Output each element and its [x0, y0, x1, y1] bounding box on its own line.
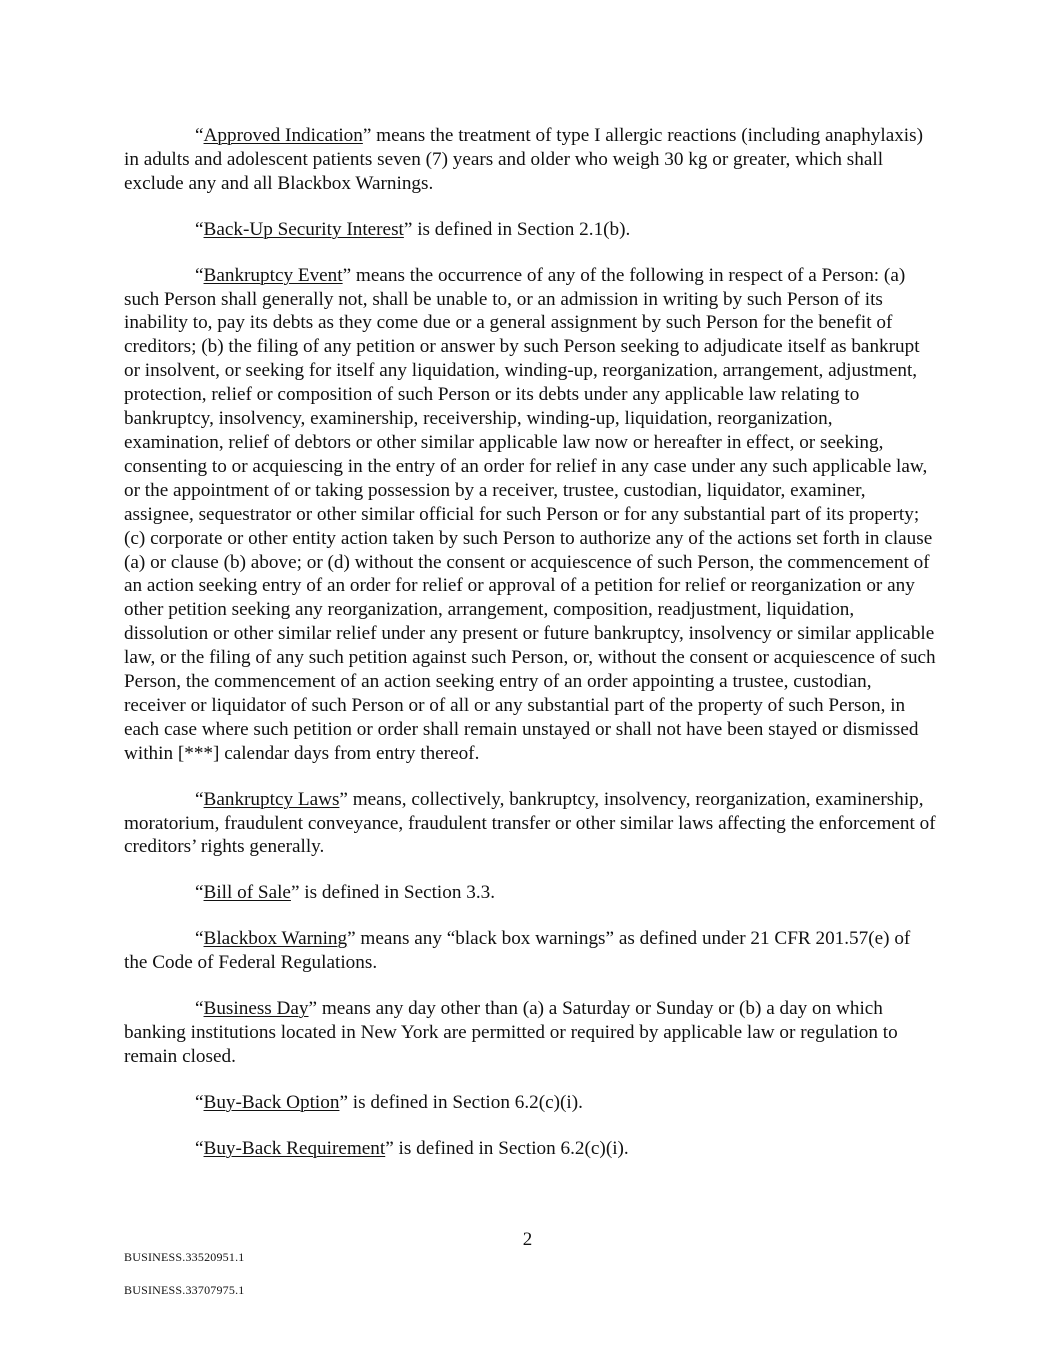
- page-number: 2: [522, 1229, 533, 1250]
- definition-approved-indication: “Approved Indication” means the treatment of type I allergic reactions (including anaphylaxis) in adults and adolescent patients seven (7) years and older who weigh 30 kg or greater, which shall exclude any and all Blackbox Warnings.: [124, 125, 923, 194]
- definition-text: ” means the treatment of type I allergic reactions (including anaphylaxis) in adults and adolescent patients seven (7) years and older who weigh 30 kg or greater, which shall exclude any and all Blackbox Warnings.: [124, 125, 923, 194]
- defined-term: Bankruptcy Event: [203, 264, 343, 286]
- definition-bankruptcy-event: “Bankruptcy Event” means the occurrence of any of the following in respect of a Person: (a) such Person shall generally not, shall be unable to, or an admission in writing by such Person of its inability to, pay its debts as they come due or a general assignment by such Person for the benefit of creditors; (b) the filing of any petition or answer by such Person seeking to adjudicate itself as bankrupt or insolvent, or seeking for itself any liquidation, winding-up, reorganization, arrangement, adjustment, protection, relief or composition of such Person or its debts under any applicable law relating to bankruptcy, insolvency, examinership, receivership, winding-up, liquidation, reorganization, examination, relief of debtors or other similar applicable law now or hereafter in effect, or seeking, consenting to or acquiescing in the entry of an order for relief in any case under any such applicable law, or the appointment of or taking possession by a receiver, trustee, custodian, liquidator, examiner, assignee, sequestrator or other similar official for such Person or for any substantial part of its property; (c) corporate or other entity action taken by such Person to authorize any of the actions set forth in clause (a) or clause (b) above; or (d) without the consent or acquiescence of such Person, the commencement of an action seeking entry of an order for relief or approval of a petition for relief or reorganization or any other petition seeking any reorganization, arrangement, composition, readjustment, liquidation, dissolution or other similar relief under any present or future bankruptcy, insolvency or similar applicable law, or the filing of any such petition against such Person, or, without the consent or acquiescence of such Person, the commencement of an action seeking entry of an order appointing a trustee, custodian, receiver or liquidator of such Person or of all or any substantial part of the property of such Person, in each case where such petition or order shall remain unstayed or shall not have been stayed or dismissed within [***] calendar days from entry thereof.: [124, 264, 936, 764]
- definition-bankruptcy-laws: “Bankruptcy Laws” means, collectively, bankruptcy, insolvency, reorganization, examinership, moratorium, fraudulent conveyance, fraudulent transfer or other similar laws affecting the enforcement of creditors’ rights generally.: [124, 788, 936, 858]
- definition-buy-back-requirement: “Buy-Back Requirement” is defined in Section 6.2(c)(i).: [195, 1137, 629, 1159]
- definition-text: ” is defined in Section 6.2(c)(i).: [339, 1091, 583, 1113]
- defined-term: Back-Up Security Interest: [203, 218, 404, 240]
- definition-text: ” means the occurrence of any of the following in respect of a Person: (a) such Person shall generally not, shall be unable to, or an admission in writing by such Person of its inability to, pay its debts as they come due or a general assignment by such Person for the benefit of creditors; (b) the filing of any petition or answer by such Person seeking to adjudicate itself as bankrupt or insolvent, or seeking for itself any liquidation, winding-up, reorganization, arrangement, adjustment, protection, relief or composition of such Person or its debts under any applicable law relating to bankruptcy, insolvency, examinership, receivership, winding-up, liquidation, reorganization, examination, relief of debtors or other similar applicable law now or hereafter in effect, or seeking, consenting to or acquiescing in the entry of an order for relief in any case under any such applicable law, or the appointment of or taking possession by a receiver, trustee, custodian, liquidator, examiner, assignee, sequestrator or other similar official for such Person or for any substantial part of its property; (c) corporate or other entity action taken by such Person to authorize any of the actions set forth in clause (a) or clause (b) above; or (d) without the consent or acquiescence of such Person, the commencement of an action seeking entry of an order for relief or approval of a petition for relief or reorganization or any other petition seeking any reorganization, arrangement, composition, readjustment, liquidation, dissolution or other similar relief under any present or future bankruptcy, insolvency or similar applicable law, or the filing of any such petition against such Person, or, without the consent or acquiescence of such Person, the commencement of an action seeking entry of an order appointing a trustee, custodian, receiver or liquidator of such Person or of all or any substantial part of the property of such Person, in each case where such petition or order shall remain unstayed or shall not have been stayed or dismissed within [***] calendar days from entry thereof.: [124, 264, 936, 764]
- document-id: BUSINESS.33707975.1: [124, 1283, 245, 1297]
- defined-term: Approved Indication: [203, 125, 363, 146]
- definition-buy-back-option: “Buy-Back Option” is defined in Section 6.2(c)(i).: [195, 1091, 583, 1113]
- definition-bill-of-sale: “Bill of Sale” is defined in Section 3.3.: [195, 882, 496, 904]
- definition-text: ” means, collectively, bankruptcy, insolvency, reorganization, examinership, moratorium, fraudulent conveyance, fraudulent transfer or other similar laws affecting the enforcement of creditors’ rights generally.: [124, 788, 936, 858]
- definition-text: ” means any day other than (a) a Saturday or Sunday or (b) a day on which banking institutions located in New York are permitted or required by applicable law or regulation to remain closed.: [124, 998, 898, 1067]
- defined-term: Buy-Back Requirement: [203, 1137, 386, 1159]
- definition-text: ” is defined in Section 3.3.: [290, 882, 496, 904]
- defined-term: Bill of Sale: [203, 882, 291, 904]
- definition-back-up-security-interest: “Back-Up Security Interest” is defined in Section 2.1(b).: [195, 218, 631, 240]
- defined-term: Blackbox Warning: [203, 928, 348, 950]
- defined-term: Bankruptcy Laws: [203, 788, 340, 810]
- definition-text: ” is defined in Section 6.2(c)(i).: [385, 1137, 629, 1159]
- definition-text: ” means any “black box warnings” as defined under 21 CFR 201.57(e) of the Code of Federal Regulations.: [124, 928, 911, 974]
- definition-blackbox-warning: “Blackbox Warning” means any “black box warnings” as defined under 21 CFR 201.57(e) of the Code of Federal Regulations.: [124, 928, 911, 974]
- defined-term: Buy-Back Option: [203, 1091, 340, 1113]
- document-id: BUSINESS.33520951.1: [124, 1250, 245, 1264]
- defined-term: Business Day: [203, 998, 309, 1020]
- definition-business-day: “Business Day” means any day other than (a) a Saturday or Sunday or (b) a day on which banking institutions located in New York are permitted or required by applicable law or regulation to remain closed.: [124, 998, 898, 1067]
- document-body: [124, 124, 936, 1183]
- definition-text: ” is defined in Section 2.1(b).: [403, 218, 631, 240]
